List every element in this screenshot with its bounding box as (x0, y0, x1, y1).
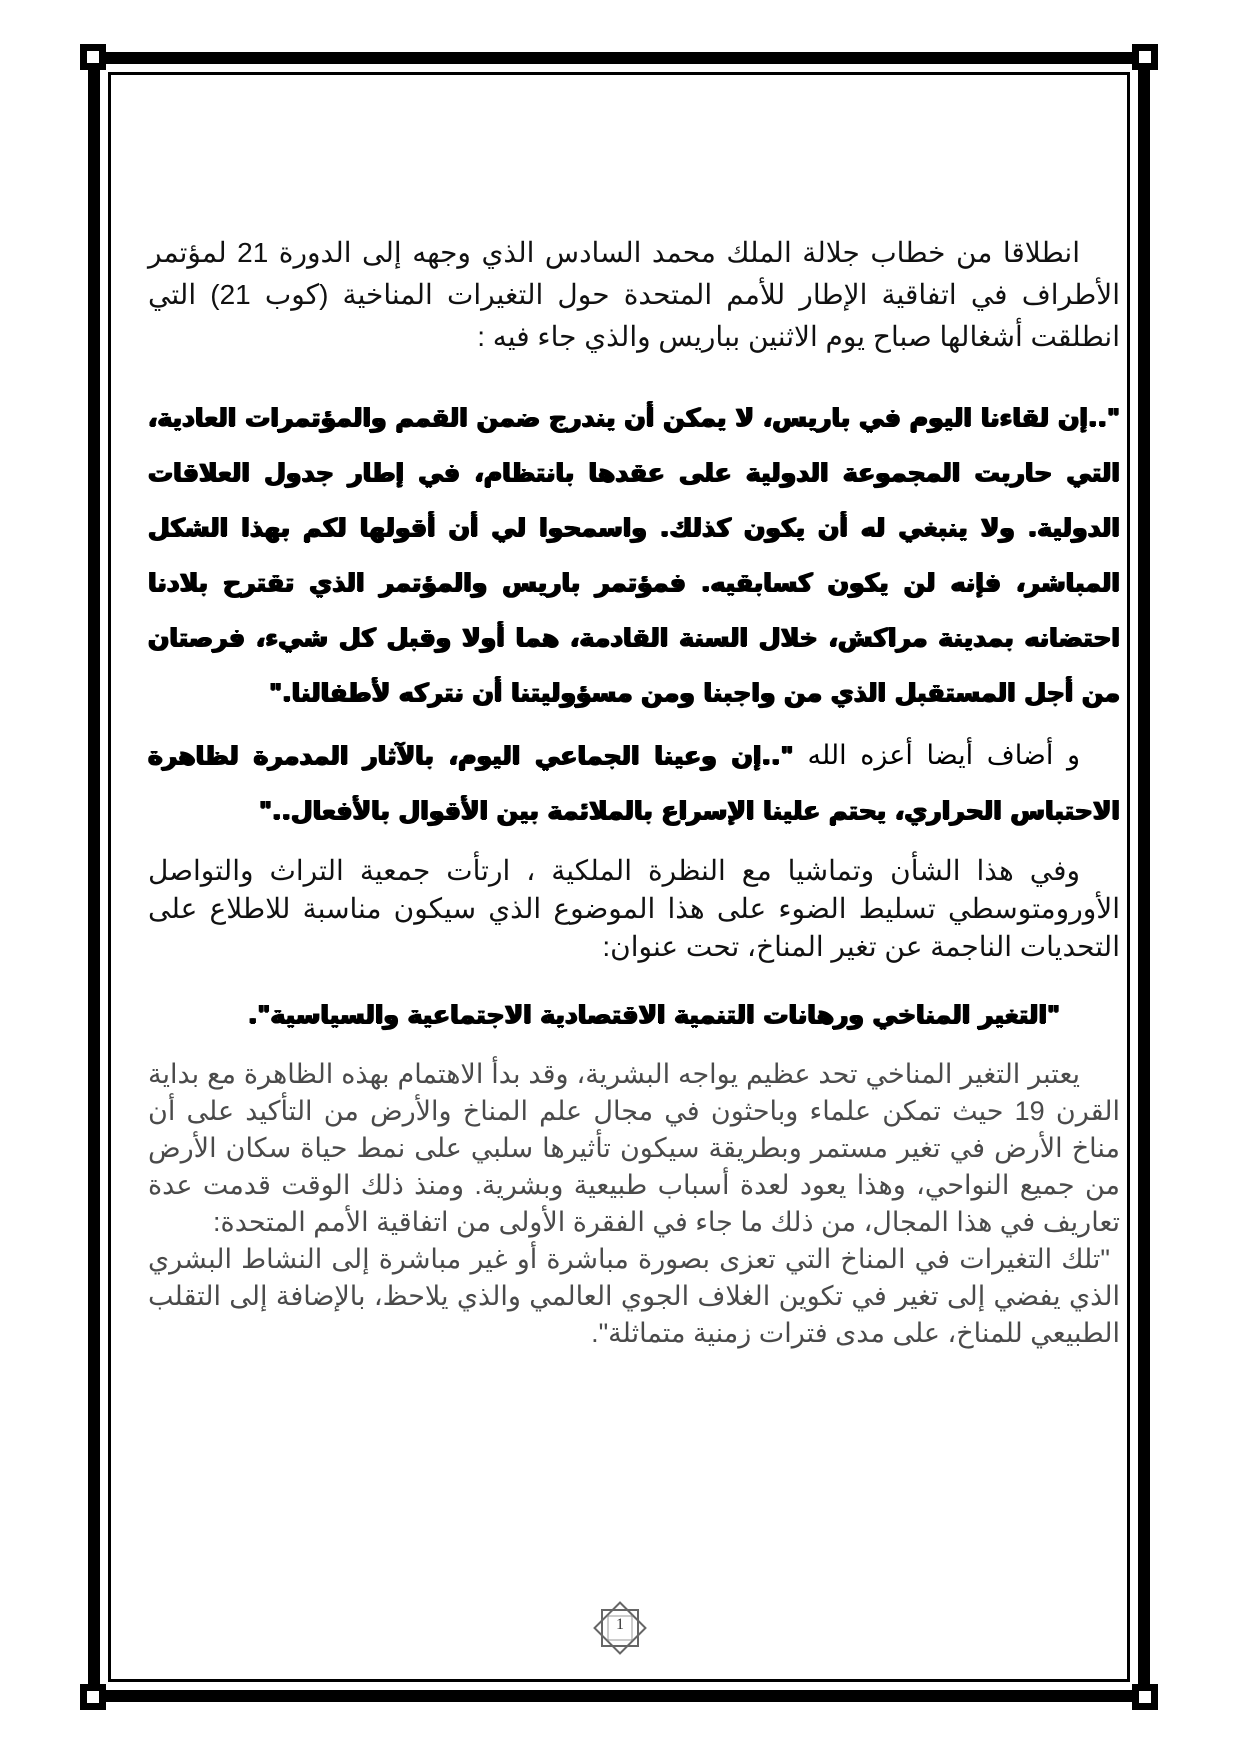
context-paragraph: وفي هذا الشأن وتماشيا مع النظرة الملكية ، ارتأت جمعية التراث والتواصل الأورومتوسطي تسليط الضوء على هذا الموضوع الذي سيكون مناسبة للاطلاع على التحديات الناجمة عن تغير المناخ، تحت عنوان: (148, 855, 1120, 962)
added-quote-paragraph (148, 728, 1120, 838)
un-definition-quote: "تلك التغيرات في المناخ التي تعزى بصورة مباشرة أو غير مباشرة إلى النشاط البشري الذي يفضي إلى تغير في تكوين الغلاف الجوي العالمي والذي يلاحظ، بالإضافة إلى التقلب الطبيعي للمناخ، على مدى فترات زمنية متماثلة". (148, 1244, 1120, 1348)
document-body (148, 232, 1120, 1352)
border-corner-bottom-left (80, 1684, 106, 1710)
topic-title: "التغير المناخي ورهانات التنمية الاقتصادية الاجتماعية والسياسية". (247, 1000, 1061, 1029)
border-corner-top-right (1132, 44, 1158, 70)
page-number: 1 (616, 1616, 624, 1633)
page-number-badge (588, 1596, 652, 1660)
climate-change-paragraph: يعتبر التغير المناخي تحد عظيم يواجه البشرية، وقد بدأ الاهتمام بهذه الظاهرة مع بداية القرن 19 حيث تمكن علماء وباحثون في مجال علم المناخ والأرض من التأكيد على أن مناخ الأرض في تغير مستمر وبطريقة سيكون تأثيرها سلبي على نمط حياة سكان الأرض من جميع النواحي، وهذا يعود لعدة أسباب طبيعية وبشرية. ومنذ ذلك الوقت قدمت عدة تعاريف في هذا المجال، من ذلك ما جاء في الفقرة الأولى من اتفاقية الأمم المتحدة: (148, 1059, 1121, 1237)
border-corner-bottom-right (1132, 1684, 1158, 1710)
intro-paragraph: انطلاقا من خطاب جلالة الملك محمد السادس الذي وجهه إلى الدورة 21 لمؤتمر الأطراف في اتفاقية الإطار للأمم المتحدة حول التغيرات المناخية (كوب 21) التي انطلقت أشغالها صباح يوم الاثنين بباريس والذي جاء فيه : (148, 237, 1120, 352)
added-quote-text: "..إن وعينا الجماعي اليوم، بالآثار المدمرة لظاهرة الاحتباس الحراري، يحتم علينا الإسراع بالملائمة بين الأقوال بالأفعال.." (148, 741, 1120, 825)
royal-speech-quote: "..إن لقاءنا اليوم في باريس، لا يمكن أن يندرج ضمن القمم والمؤتمرات العادية، التي حاربت المجموعة الدولية على عقدها بانتظام، في إطار جدول العلاقات الدولية. ولا ينبغي له أن يكون كذلك. واسمحوا لي أن أقولها لكم بهذا الشكل المباشر، فإنه لن يكون كسابقيه. فمؤتمر باريس والمؤتمر الذي تقترح بلادنا احتضانه بمدينة مراكش، خلال السنة القادمة، هما أولا وقبل كل شيء، فرصتان من أجل المستقبل الذي من واجبنا ومن مسؤوليتنا أن نتركه لأطفالنا." (148, 403, 1120, 707)
added-quote-lead: و أضاف أيضا أعزه الله (807, 740, 1080, 770)
border-corner-top-left (80, 44, 106, 70)
